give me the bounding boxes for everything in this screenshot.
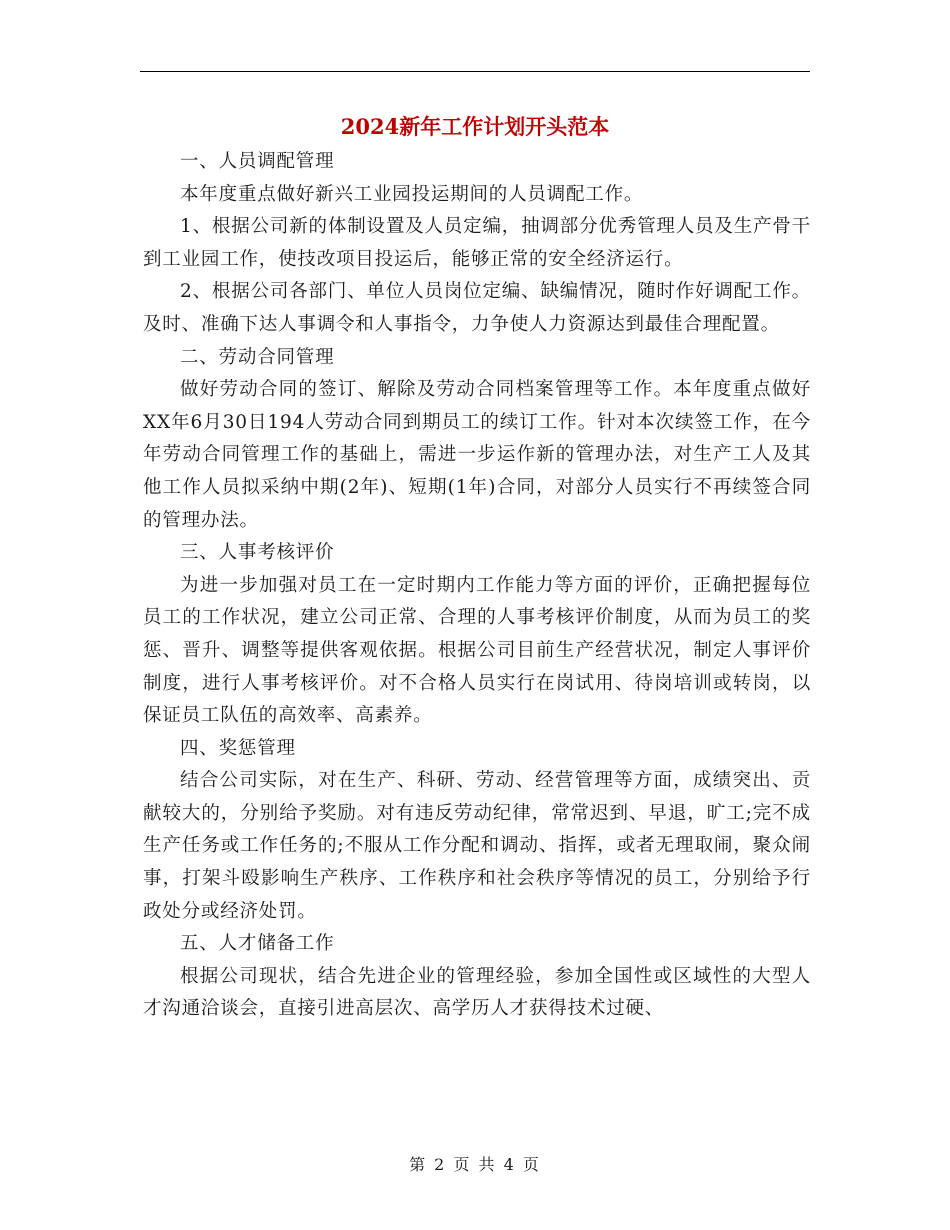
header-rule (140, 71, 810, 72)
paragraph: 做好劳动合同的签订、解除及劳动合同档案管理等工作。本年度重点做好XX年6月30日194人劳动合同到期员工的续订工作。针对本次续签工作，在今年劳动合同管理工作的基础上，需进一步运作新的管理办法，对生产工人及其他工作人员拟采纳中期(2年)、短期(1年)合同，对部分人员实行不再续签合同的管理办法。 (143, 379, 811, 531)
paragraph: 根据公司现状，结合先进企业的管理经验，参加全国性或区域性的大型人才沟通洽谈会，直接引进高层次、高学历人才获得技术过硬、 (143, 965, 811, 1020)
paragraph: 结合公司实际，对在生产、科研、劳动、经营管理等方面，成绩突出、贡献较大的，分别给予奖励。对有违反劳动纪律，常常迟到、早退，旷工;完不成生产任务或工作任务的;不服从工作分配和调动、指挥，或者无理取闹，聚众闹事，打架斗殴影响生产秩序、工作秩序和社会秩序等情况的员工，分别给予行政处分或经济处罚。 (143, 770, 811, 922)
paragraph: 为进一步加强对员工在一定时期内工作能力等方面的评价，正确把握每位员工的工作状况，建立公司正常、合理的人事考核评价制度，从而为员工的奖惩、晋升、调整等提供客观依据。根据公司目前生产经营状况，制定人事评价制度，进行人事考核评价。对不合格人员实行在岗试用、待岗培训或转岗，以保证员工队伍的高效率、高素养。 (143, 574, 811, 727)
section-heading-labor-contract: 二、劳动合同管理 (180, 346, 335, 368)
document-body (143, 146, 811, 1026)
page-number: 第 2 页 共 4 页 (409, 1155, 541, 1174)
document-title: 2024新年工作计划开头范本 (340, 114, 610, 139)
paragraph: 1、根据公司新的体制设置及人员定编，抽调部分优秀管理人员及生产骨干到工业园工作，使技改项目投运后，能够正常的安全经济运行。 (143, 216, 811, 270)
paragraph: 2、根据公司各部门、单位人员岗位定编、缺编情况，随时作好调配工作。及时、准确下达人事调令和人事指令，力争使人力资源达到最佳合理配置。 (143, 281, 811, 335)
section-heading-talent-reserve: 五、人才储备工作 (180, 933, 335, 955)
section-heading-assessment: 三、人事考核评价 (180, 542, 335, 564)
paragraph: 本年度重点做好新兴工业园投运期间的人员调配工作。 (180, 183, 644, 205)
section-heading-staffing: 一、人员调配管理 (180, 151, 335, 172)
section-heading-rewards: 四、奖惩管理 (180, 737, 296, 759)
